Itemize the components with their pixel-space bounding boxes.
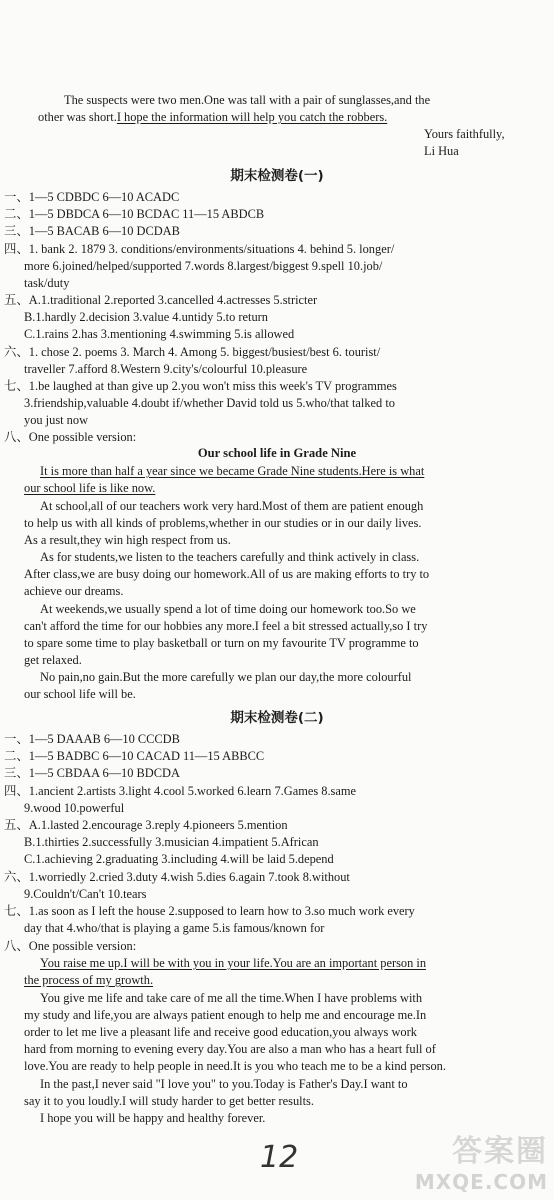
test2-essay-line-2: the process of my growth. — [24, 973, 154, 987]
test1-answer-4-line-1: 四、1. bank 2. 1879 3. conditions/environments/situations 4. behind 5. longer/ — [4, 242, 395, 256]
test1-essay-line-14: our school life will be. — [24, 687, 136, 701]
letter-line-2: other was short.I hope the information will help you catch the robbers. — [38, 110, 388, 124]
test2-answer-7-line-1: 七、1.as soon as I left the house 2.supposed to learn how to 3.so much work every — [4, 904, 415, 918]
test2-answer-2: 二、1—5 BADBC 6—10 CACAD 11—15 ABBCC — [4, 749, 265, 763]
test1-essay-line-6: As for students,we listen to the teachers carefully and think actively in class. — [40, 550, 420, 564]
test1-essay-line-10: can't afford the time for our hobbies any more.I feel a bit stressed actually,so I try — [24, 619, 428, 633]
test2-answer-4-line-2: 9.wood 10.powerful — [24, 801, 125, 815]
test1-answer-5-line-3: C.1.rains 2.has 3.mentioning 4.swimming 5.is allowed — [24, 327, 295, 341]
test2-essay-line-3: You give me life and take care of me all the time.When I have problems with — [40, 991, 423, 1005]
test1-answer-7-line-2: 3.friendship,valuable 4.doubt if/whether David told us 5.who/that talked to — [24, 396, 395, 410]
test2-essay-line-9: say it to you loudly.I will study harder to get better results. — [24, 1094, 314, 1108]
test1-answer-5-line-1: 五、A.1.traditional 2.reported 3.cancelled 4.actresses 5.stricter — [4, 293, 318, 307]
test2-essay-line-4: my study and life,you are always patient enough to help me and encourage me.In — [24, 1008, 427, 1022]
page-number: 12 — [260, 1140, 299, 1175]
test2-answer-6-line-2: 9.Couldn't/Can't 10.tears — [24, 887, 147, 901]
test1-answer-6-line-1: 六、1. chose 2. poems 3. March 4. Among 5. biggest/busiest/best 6. tourist/ — [4, 345, 381, 359]
test1-essay-line-9: At weekends,we usually spend a lot of time doing our homework too.So we — [40, 602, 416, 616]
watermark-logo-text: 答案圈 — [452, 1134, 548, 1169]
test1-essay-line-3: At school,all of our teachers work very hard.Most of them are patient enough — [40, 499, 424, 513]
test2-essay-line-7: love.You are ready to help people in need.It is you who teach me to be a kind person. — [24, 1059, 446, 1073]
test1-answer-7-line-3: you just now — [24, 413, 89, 427]
test2-answer-4-line-1: 四、1.ancient 2.artists 3.light 4.cool 5.worked 6.learn 7.Games 8.same — [4, 784, 357, 798]
letter-closing: Yours faithfully, — [424, 127, 505, 141]
test1-essay-line-12: get relaxed. — [24, 653, 82, 667]
test1-essay-line-5: As a result,they win high respect from us. — [24, 533, 231, 547]
test1-answer-2: 二、1—5 DBDCA 6—10 BCDAC 11—15 ABDCB — [4, 207, 265, 221]
test2-answer-1: 一、1—5 DAAAB 6—10 CCCDB — [4, 732, 180, 746]
site-watermark — [415, 1126, 548, 1194]
test1-answer-4-line-3: task/duty — [24, 276, 70, 290]
watermark-url: MXQE.COM — [414, 1170, 548, 1194]
letter-line-1: The suspects were two men.One was tall with a pair of sunglasses,and the — [64, 93, 431, 107]
test2-answer-6-line-1: 六、1.worriedly 2.cried 3.duty 4.wish 5.dies 6.again 7.took 8.without — [4, 870, 350, 884]
test2-essay-line-8: In the past,I never said "I love you" to you.Today is Father's Day.I want to — [40, 1077, 408, 1091]
test1-answer-5-line-2: B.1.hardly 2.decision 3.value 4.untidy 5.to return — [24, 310, 268, 324]
test2-answer-5-line-3: C.1.achieving 2.graduating 3.including 4.will be laid 5.depend — [24, 852, 334, 866]
test2-answer-5-line-1: 五、A.1.lasted 2.encourage 3.reply 4.pioneers 5.mention — [4, 818, 288, 832]
test1-answer-7-line-1: 七、1.be laughed at than give up 2.you won't miss this week's TV programmes — [4, 379, 397, 393]
letter-signature: Li Hua — [424, 144, 459, 158]
test1-answer-1: 一、1—5 CDBDC 6—10 ACADC — [4, 190, 180, 204]
test2-essay-line-5: order to let me live a pleasant life and receive good education,you always work — [24, 1025, 417, 1039]
test1-essay-title: Our school life in Grade Nine — [197, 446, 357, 460]
test2-answer-8: 八、One possible version: — [4, 939, 137, 953]
test1-essay-line-4: to help us with all kinds of problems,whether in our studies or in our daily lives. — [24, 516, 422, 530]
test2-title: 期末检测卷(二) — [230, 710, 324, 726]
test1-essay-line-7: After class,we are busy doing our homework.All of us are making efforts to try to — [24, 567, 430, 581]
test1-answer-8: 八、One possible version: — [4, 430, 137, 444]
test2-answer-7-line-2: day that 4.who/that is playing a game 5.is famous/known for — [24, 921, 325, 935]
test2-essay-line-1: You raise me up.I will be with you in your life.You are an important person in — [40, 956, 427, 970]
test2-essay-line-10: I hope you will be happy and healthy forever. — [40, 1111, 266, 1125]
test2-answer-5-line-2: B.1.thirties 2.successfully 3.musician 4.impatient 5.African — [24, 835, 319, 849]
test2-answer-3: 三、1—5 CBDAA 6—10 BDCDA — [4, 766, 180, 780]
test1-essay-line-13: No pain,no gain.But the more carefully we plan our day,the more colourful — [40, 670, 412, 684]
test1-answer-4-line-2: more 6.joined/helped/supported 7.words 8.largest/biggest 9.spell 10.job/ — [24, 259, 383, 273]
test1-title: 期末检测卷(一) — [230, 168, 324, 184]
test1-answer-6-line-2: traveller 7.afford 8.Western 9.city's/colourful 10.pleasure — [24, 362, 308, 376]
test1-essay-line-8: achieve our dreams. — [24, 584, 124, 598]
test1-essay-line-2: our school life is like now. — [24, 481, 156, 495]
test2-essay-line-6: hard from morning to evening every day.You are also a man who has a heart full of — [24, 1042, 436, 1056]
test1-answer-3: 三、1—5 BACAB 6—10 DCDAB — [4, 224, 180, 238]
test1-essay-line-1: It is more than half a year since we became Grade Nine students.Here is what — [40, 464, 425, 478]
test1-essay-line-11: to spare some time to play basketball or turn on my favourite TV programme to — [24, 636, 419, 650]
